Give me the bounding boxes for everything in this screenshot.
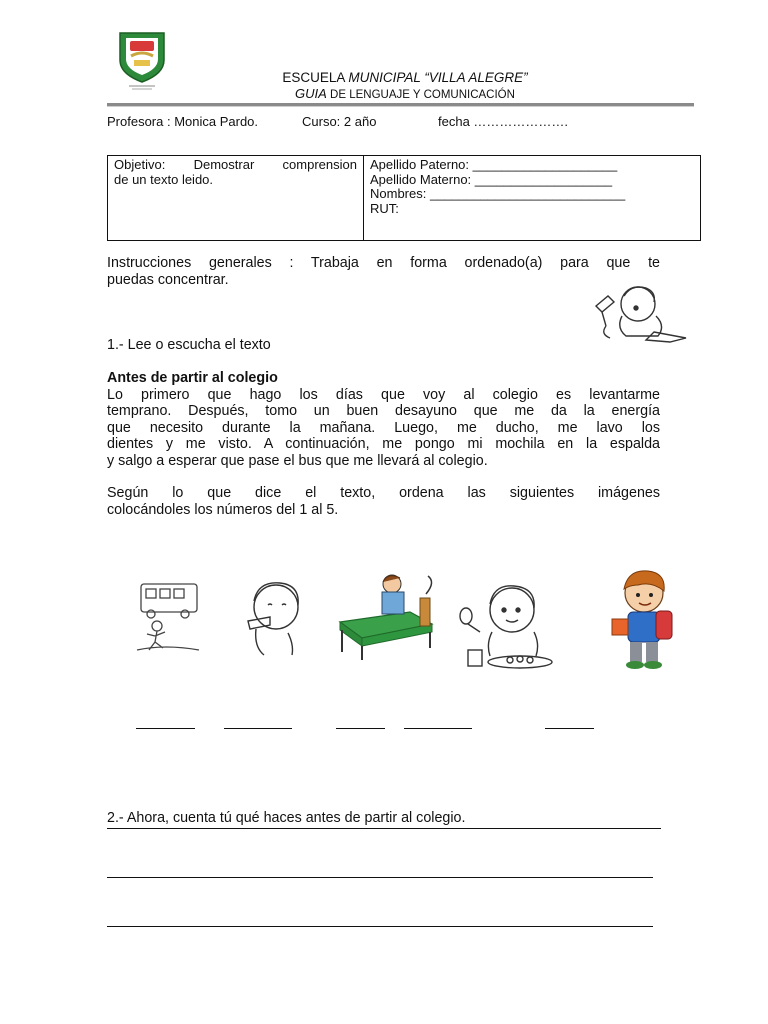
task-instruction	[107, 485, 660, 518]
guide-subject: DE LENGUAJE Y COMUNICACIÓN	[326, 89, 515, 101]
story-line: dientes y me visto. A continuación, me pongo mi mochila en la espalda	[107, 436, 660, 453]
guide-subtitle	[205, 86, 605, 101]
student-fields-cell	[364, 156, 701, 241]
writing-line[interactable]	[107, 828, 661, 829]
instructions	[107, 255, 660, 288]
course-label: Curso: 2 año	[302, 114, 377, 129]
story-line: Lo primero que hago los días que voy al colegio es levantarme	[107, 386, 660, 403]
section1-title: 1.- Lee o escucha el texto	[107, 337, 271, 353]
order-answer-blank[interactable]	[404, 728, 472, 729]
child-reading-image	[586, 280, 698, 346]
section2-title: 2.- Ahora, cuenta tú qué haces antes de partir al colegio.	[107, 810, 466, 826]
school-logo	[117, 30, 167, 90]
header-divider-shadow	[107, 106, 694, 107]
writing-line[interactable]	[107, 877, 653, 878]
waking-up-bed-image	[336, 572, 442, 662]
order-answer-blank[interactable]	[545, 728, 594, 729]
school-title	[205, 70, 605, 85]
date-field[interactable]: fecha ………………….	[438, 114, 569, 129]
field-nombres[interactable]: Nombres: ___________________________	[370, 186, 626, 201]
writing-line[interactable]	[107, 926, 653, 927]
story-line: temprano. Después, tomo un buen desayuno que me da la energía	[107, 403, 660, 420]
story-title: Antes de partir al colegio	[107, 370, 278, 386]
story-line: que necesito durante la mañana. Luego, me ducho, me lavo los	[107, 419, 660, 436]
story	[107, 370, 660, 470]
field-apellido-paterno[interactable]: Apellido Paterno: ____________________	[370, 157, 618, 172]
instructions-line: Instrucciones generales : Trabaja en forma ordenado(a) para que te	[107, 255, 660, 271]
bus-boy-image	[135, 580, 201, 652]
order-answer-blank[interactable]	[336, 728, 385, 729]
field-rut[interactable]: RUT:	[370, 200, 399, 216]
backpack-boy-image	[608, 567, 678, 671]
teacher-name: Profesora : Monica Pardo.	[107, 114, 259, 129]
order-answer-blank[interactable]	[224, 728, 292, 729]
task-line: colocándoles los números del 1 al 5.	[107, 501, 339, 518]
school-name: MUNICIPAL “VILLA ALEGRE”	[348, 70, 528, 85]
breakfast-image	[456, 580, 556, 672]
student-info-table	[107, 155, 701, 241]
school-prefix: ESCUELA	[282, 70, 349, 85]
instructions-line: puedas concentrar.	[107, 271, 229, 288]
objective-line: de un texto leido.	[114, 171, 214, 187]
task-line: Según lo que dice el texto, ordena las siguientes imágenes	[107, 485, 660, 501]
order-answer-blank[interactable]	[136, 728, 195, 729]
objective-cell	[108, 156, 364, 241]
objective-line: Objetivo: Demostrar comprension	[114, 157, 357, 172]
story-line: y salgo a esperar que pase el bus que me llevará al colegio.	[107, 452, 488, 469]
guide-label: GUIA	[295, 86, 327, 101]
field-apellido-materno[interactable]: Apellido Materno: ___________________	[370, 171, 613, 187]
brushing-teeth-image	[240, 577, 308, 657]
